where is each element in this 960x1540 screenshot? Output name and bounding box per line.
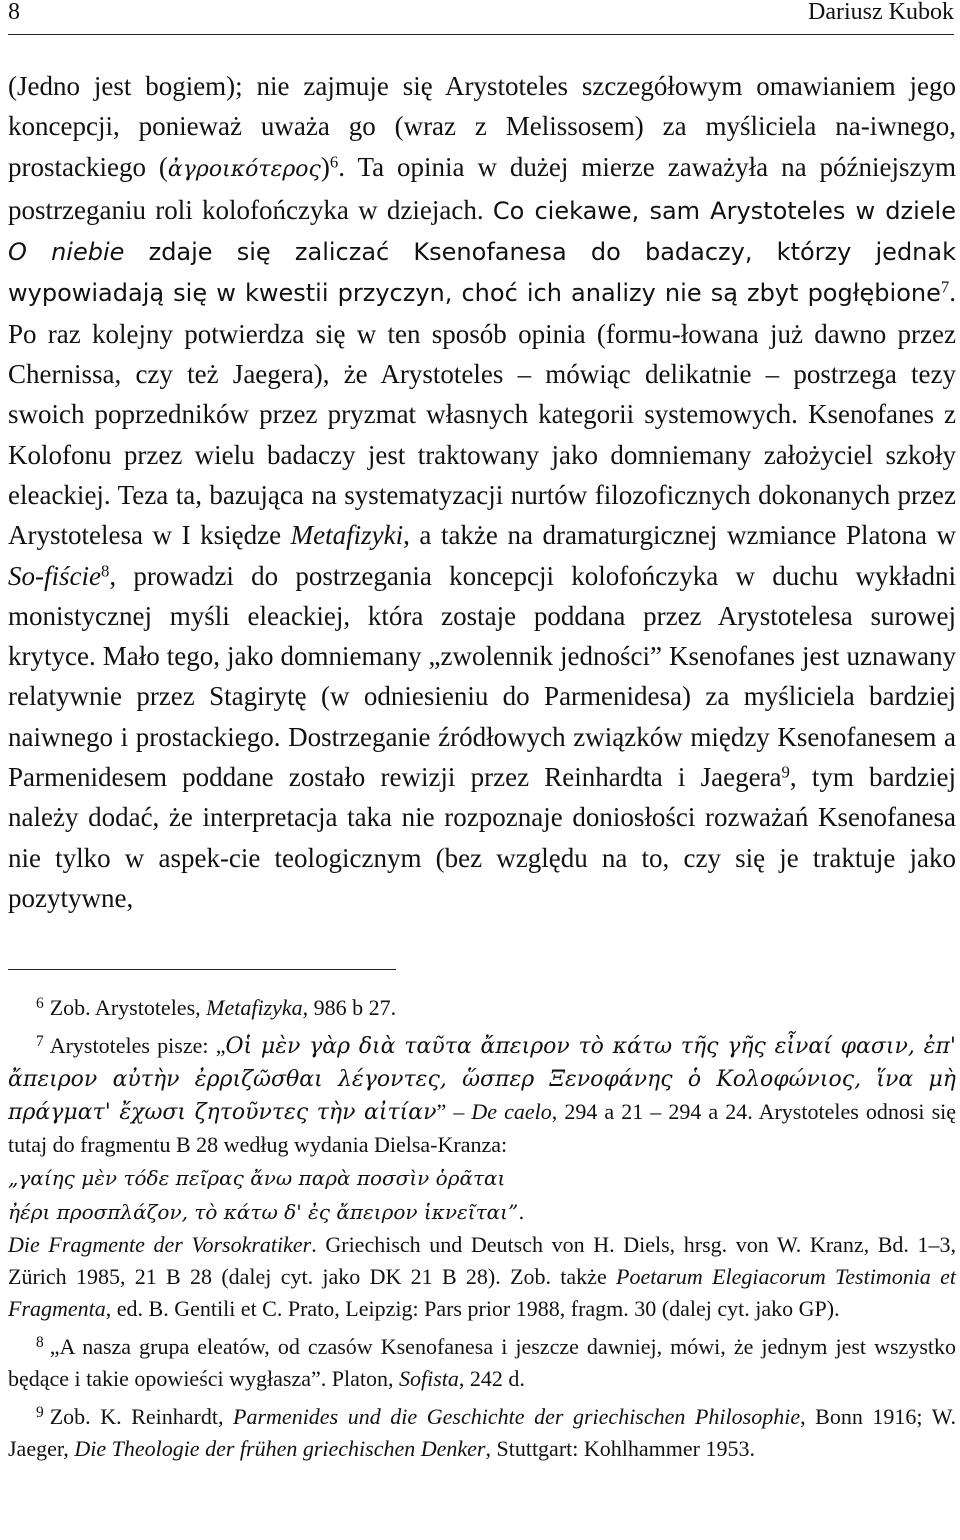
work-title: Metafizyka [206, 995, 303, 1020]
work-title: O niebie [8, 238, 125, 267]
footnote-ref-6[interactable]: 6 [329, 152, 339, 172]
work-title: Sofista [398, 1366, 459, 1391]
page-number: 8 [8, 0, 20, 25]
body-text: . Ta opinia w dużej mierze zaważyła na późniejszym postrzeganiu roli kolofończyka w dziejach. [8, 151, 956, 225]
body-text: zdaje się zaliczać Ksenofanesa do badaczy, którzy jednak wypowiadają się w kwestii przyczyn, choć ich analizy nie są zbyt pogłębione [8, 238, 956, 308]
main-text [8, 66, 956, 918]
footnote-text: , ed. B. Gentili et C. Prato, Leipzig: Pars prior 1988, fragm. 30 (dalej cyt. jako GP). [105, 1296, 840, 1321]
footnote-number: 8 [36, 1334, 44, 1352]
footnote-text: , 242 d. [458, 1366, 525, 1391]
footnote-7 [8, 1030, 956, 1161]
footnote-text: , Bonn 1916; W. Jaeger, [8, 1404, 956, 1461]
work-title: Parmenides und die Geschichte der griechischen Philosophie [233, 1404, 801, 1429]
footnote-text: , 986 b 27. [302, 995, 397, 1020]
running-head-author: Dariusz Kubok [808, 0, 954, 25]
page-header [8, 0, 954, 35]
footnote-ref-8[interactable]: 8 [100, 561, 110, 581]
footnote-ref-9[interactable]: 9 [781, 762, 790, 782]
footnote-text: „A nasza grupa eleatów, od czasów Ksenofanesa i jeszcze dawniej, mówi, że jednym jest wszystko będące i takie opowieści wygłasza”. Platon, [8, 1334, 956, 1391]
body-paragraph [8, 66, 956, 918]
footnote-text: Arystoteles pisze: „ [49, 1033, 226, 1058]
work-title: So-fiście [8, 560, 101, 591]
work-title: Poetarum Elegiacorum Testimonia et Fragmenta [8, 1264, 956, 1321]
work-title: Metafizyki [290, 520, 404, 551]
body-text: , tym bardziej należy dodać, że interpretacja taka nie rozpoznaje doniosłości rozważań Ksenofanesa nie tylko w aspek-cie teologicznym (bez względu na to, czy się je traktuje jako pozytywne, [8, 762, 957, 913]
footnote-number: 7 [36, 1033, 44, 1051]
greek-verse-line: „γαίης μὲν τόδε πεῖρας ἄνω παρὰ ποσσὶν ὁρᾶται [8, 1166, 506, 1190]
footnote-7-continued [8, 1229, 956, 1325]
footnote-8 [8, 1331, 956, 1395]
greek-verse-line: ἠέρι προσπλάζον, τὸ κάτω δ' ἐς ἄπειρον ἱκνεῖται”. [8, 1200, 525, 1224]
footnote-6 [8, 992, 956, 1024]
footnote-text: , Stuttgart: Kohlhammer 1953. [485, 1436, 755, 1461]
footnote-text: Zob. Arystoteles, [49, 995, 207, 1020]
footnote-text: Zob. K. Reinhardt, [49, 1404, 234, 1429]
body-text: . Po raz kolejny potwierdza się w ten sposób opinia (formu-łowana już dawno przez Chernissa, czy też Jaegera), że Arystoteles – mówiąc delikatnie – postrzega tezy swoich poprzedników przez pryzmat własnych kategorii systemowych. Ksenofanes z Kolofonu przez wielu badaczy jest traktowany jako domniemany założyciel szkoły eleackiej. Teza ta, bazująca na systematyzacji nurtów filozoficznych dokonanych przez Arystotelesa w I księdze [8, 277, 956, 551]
footnote-9 [8, 1401, 956, 1465]
body-text: , prowadzi do postrzegania koncepcji kolofończyka w duchu wykładni monistycznej myśli eleackiej, która zostaje poddana przez Arystotelesa surowej krytyce. Mało tego, jako domniemany „zwolennik jedności” Ksenofanes jest uznawany relatywnie przez Stagirytę (w odniesieniu do Parmenidesa) za myśliciela bardziej naiwnego i prostackiego. Dostrzeganie źródłowych związków między Ksenofanesem a Parmenidesem poddane zostało rewizji przez Reinhardta i Jaegera [8, 560, 956, 793]
footnote-text: ” – [436, 1099, 472, 1124]
footnote-text: . Griechisch und Deutsch von H. Diels, hrsg. von W. Kranz, Bd. 1–3, Zürich 1985, 21 B 28 (dalej cyt. jako DK 21 B 28). Zob. także [8, 1232, 956, 1289]
footnote-text: , 294 a 21 – 294 a 24. Arystoteles odnosi się tutaj do fragmentu B 28 według wydania Dielsa-Kranza: [8, 1099, 957, 1157]
footnotes [8, 992, 956, 1465]
footnote-number: 9 [36, 1404, 44, 1422]
greek-term: ἀγροικότερος [167, 156, 321, 182]
work-title: Die Fragmente der Vorsokratiker [8, 1232, 312, 1257]
footnote-separator [8, 969, 396, 970]
body-text: ) [320, 151, 330, 182]
footnote-ref-7[interactable]: 7 [940, 278, 950, 298]
greek-quote: Οἱ μὲν γὰρ διὰ ταῦτα ἄπειρον τὸ κάτω τῆς γῆς εἶναί φασιν, ἐπ' ἄπειρον αὐτὴν ἐρριζῶσθαι λέγοντες, ὥσπερ Ξενοφάνης ὁ Κολοφώνιος, ἵνα μὴ πράγματ' ἔχωσι ζητοῦντες τὴν αἰτίαν [8, 1034, 956, 1125]
work-title: Die Theologie der frühen griechischen Denker [74, 1436, 486, 1461]
work-title: De caelo [471, 1099, 552, 1124]
footnote-number: 6 [36, 995, 44, 1013]
body-text: (Jedno jest bogiem); nie zajmuje się Arystoteles szczegółowym omawianiem jego koncepcji, ponieważ uważa go (wraz z Melissosem) za myśliciela na-iwnego, prostackiego ( [8, 71, 956, 182]
body-text: , a także na dramaturgicznej wzmiance Platona w [403, 520, 957, 551]
body-text: Co ciekawe, sam Arystoteles w dziele [492, 196, 956, 225]
